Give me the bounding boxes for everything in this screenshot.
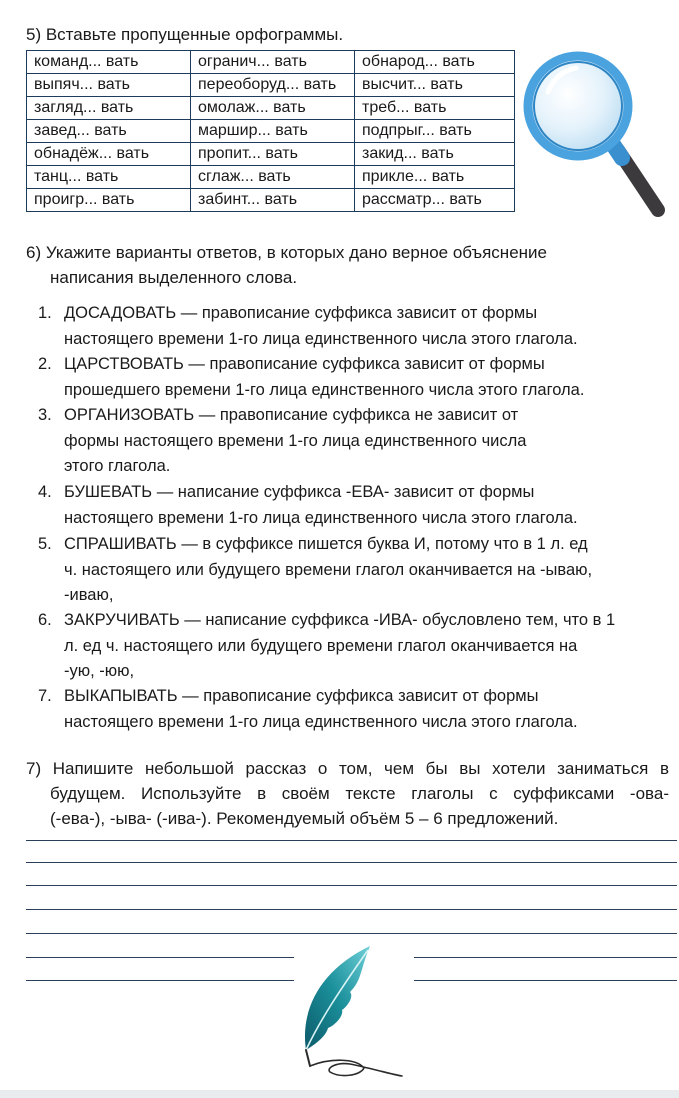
table-cell: обнарод... вать bbox=[355, 51, 515, 74]
item-text: настоящего времени 1-го лица единственного числа этого глагола. bbox=[64, 712, 578, 731]
task7-text bbox=[26, 756, 669, 831]
item-text: ЦАРСТВОВАТЬ — правописание суффикса зависит от формы bbox=[64, 355, 545, 373]
table-cell: пропит... вать bbox=[191, 143, 355, 166]
table-cell: переоборуд... вать bbox=[191, 74, 355, 97]
writing-line[interactable] bbox=[414, 957, 677, 958]
item-text: -иваю, bbox=[64, 586, 114, 604]
item-text: ДОСАДОВАТЬ — правописание суффикса зависит от формы bbox=[64, 304, 538, 322]
item-text: ОРГАНИЗОВАТЬ — правописание суффикса не зависит от bbox=[64, 406, 519, 424]
item-text: л. ед ч. настоящего или будущего времени глагол оканчивается на bbox=[64, 636, 578, 655]
item-number: 6. bbox=[38, 611, 52, 629]
table-cell: маршир... вать bbox=[191, 120, 355, 143]
table-row bbox=[27, 97, 515, 120]
table-row bbox=[27, 189, 515, 212]
table-row bbox=[27, 143, 515, 166]
task6-heading-line-2: написания выделенного слова. bbox=[50, 268, 298, 287]
item-number: 1. bbox=[38, 304, 52, 322]
writing-line[interactable] bbox=[26, 933, 677, 934]
table-cell: высчит... вать bbox=[355, 74, 515, 97]
item-text: этого глагола. bbox=[64, 457, 171, 475]
item-number: 2. bbox=[38, 355, 52, 373]
table-cell: обнадёж... вать bbox=[27, 143, 191, 166]
task7-line: 7) Напишите небольшой рассказ о том, чем бы вы хотели заниматься в bbox=[26, 759, 669, 778]
table-row bbox=[27, 166, 515, 189]
task5-heading: 5) Вставьте пропущенные орфограммы. bbox=[26, 25, 344, 44]
table-cell: рассматр... вать bbox=[355, 189, 515, 212]
writing-line[interactable] bbox=[414, 980, 677, 981]
task6-heading-line-1: 6) Укажите варианты ответов, в которых дано верное объяснение bbox=[26, 243, 547, 262]
table-cell: проигр... вать bbox=[27, 189, 191, 212]
item-number: 5. bbox=[38, 535, 52, 553]
table-row bbox=[27, 74, 515, 97]
item-text: ВЫКАПЫВАТЬ — правописание суффикса зависит от формы bbox=[64, 687, 539, 705]
table-cell: огранич... вать bbox=[191, 51, 355, 74]
feather-quill-icon bbox=[290, 940, 410, 1090]
writing-line[interactable] bbox=[26, 885, 677, 886]
item-text: БУШЕВАТЬ — написание суффикса -ЕВА- зависит от формы bbox=[64, 483, 535, 501]
item-number: 3. bbox=[38, 406, 52, 424]
table-cell: треб... вать bbox=[355, 97, 515, 120]
table-row bbox=[27, 120, 515, 143]
item-text: -ую, -юю, bbox=[64, 662, 135, 680]
table-cell: закид... вать bbox=[355, 143, 515, 166]
writing-line[interactable] bbox=[26, 957, 294, 958]
table-cell: прикле... вать bbox=[355, 166, 515, 189]
page-bottom-strip bbox=[0, 1090, 679, 1098]
table-cell: омолаж... вать bbox=[191, 97, 355, 120]
writing-line[interactable] bbox=[26, 862, 677, 863]
writing-line[interactable] bbox=[26, 909, 677, 910]
table-cell: сглаж... вать bbox=[191, 166, 355, 189]
spelling-table bbox=[26, 50, 515, 212]
item-number: 4. bbox=[38, 483, 52, 501]
writing-line[interactable] bbox=[26, 980, 294, 981]
magnifying-glass-icon bbox=[518, 48, 670, 220]
table-cell: завед... вать bbox=[27, 120, 191, 143]
table-cell: подпрыг... вать bbox=[355, 120, 515, 143]
table-cell: загляд... вать bbox=[27, 97, 191, 120]
item-text: СПРАШИВАТЬ — в суффиксе пишется буква И, потому что в 1 л. ед bbox=[64, 535, 588, 553]
item-text: прошедшего времени 1-го лица единственного числа этого глагола. bbox=[64, 380, 585, 399]
item-text: ЗАКРУЧИВАТЬ — написание суффикса -ИВА- обусловлено тем, что в 1 bbox=[64, 611, 616, 629]
item-number: 7. bbox=[38, 687, 52, 705]
table-cell: забинт... вать bbox=[191, 189, 355, 212]
table-cell: выпяч... вать bbox=[27, 74, 191, 97]
table-cell: танц... вать bbox=[27, 166, 191, 189]
table-row bbox=[27, 51, 515, 74]
item-text: ч. настоящего или будущего времени глагол оканчивается на -ываю, bbox=[64, 560, 593, 579]
task7-line: (-ева-), -ыва- (-ива-). Рекомендуемый объём 5 – 6 предложений. bbox=[50, 809, 559, 828]
table-cell: команд... вать bbox=[27, 51, 191, 74]
item-text: настоящего времени 1-го лица единственного числа этого глагола. bbox=[64, 508, 578, 527]
writing-line[interactable] bbox=[26, 840, 677, 841]
item-text: настоящего времени 1-го лица единственного числа этого глагола. bbox=[64, 329, 578, 348]
item-text: формы настоящего времени 1-го лица единственного числа bbox=[64, 431, 527, 450]
task7-line: будущем. Используйте в своём тексте глаголы с суффиксами -ова- bbox=[50, 784, 669, 803]
